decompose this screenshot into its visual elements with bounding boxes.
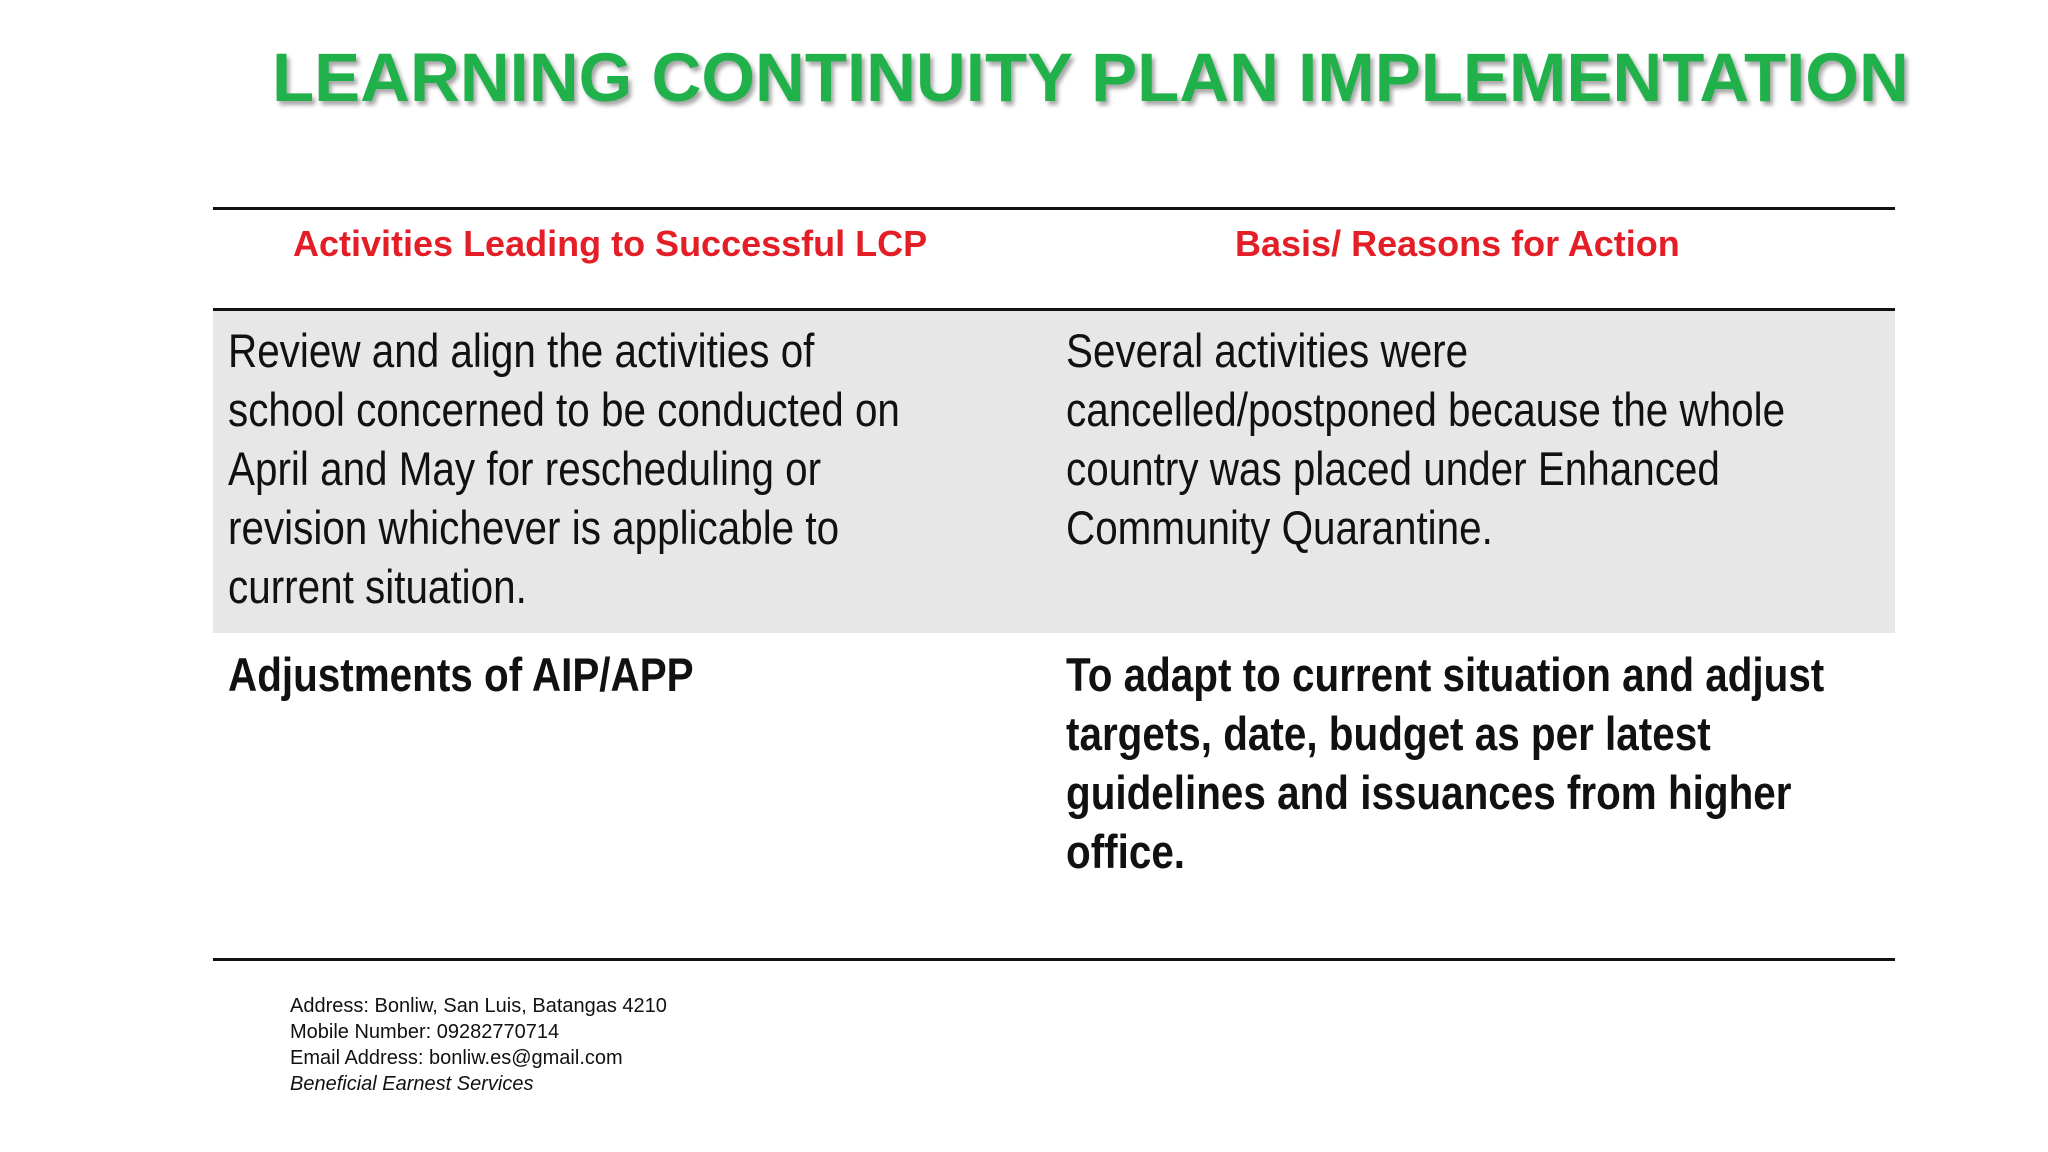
contact-footer — [290, 993, 667, 1097]
table-cell-activity-1: Review and align the activities of school concerned to be conducted on April and May for rescheduling or revision whichever is applicable to current situation. — [228, 324, 900, 613]
table-cell-reason-2: To adapt to current situation and adjust targets, date, budget as per latest guidelines and issuances from higher office. — [1066, 648, 1825, 878]
table-top-rule — [213, 207, 1895, 210]
header-basis: Basis/ Reasons for Action — [1235, 223, 1680, 264]
header-activities: Activities Leading to Successful LCP — [293, 223, 928, 264]
table-cell-reason-1: Several activities were cancelled/postponed because the whole country was placed under Enhanced Community Quarantine. — [1066, 324, 1786, 554]
slide-title: LEARNING CONTINUITY PLAN IMPLEMENTATION — [272, 39, 1909, 116]
table-cell-activity-2: Adjustments of AIP/APP — [228, 648, 694, 701]
footer-mobile: Mobile Number: 09282770714 — [290, 1021, 560, 1043]
footer-address: Address: Bonliw, San Luis, Batangas 4210 — [290, 995, 667, 1017]
footer-email: Email Address: bonliw.es@gmail.com — [290, 1047, 623, 1069]
table-bottom-rule — [213, 958, 1895, 961]
footer-tagline: Beneficial Earnest Services — [290, 1073, 534, 1095]
